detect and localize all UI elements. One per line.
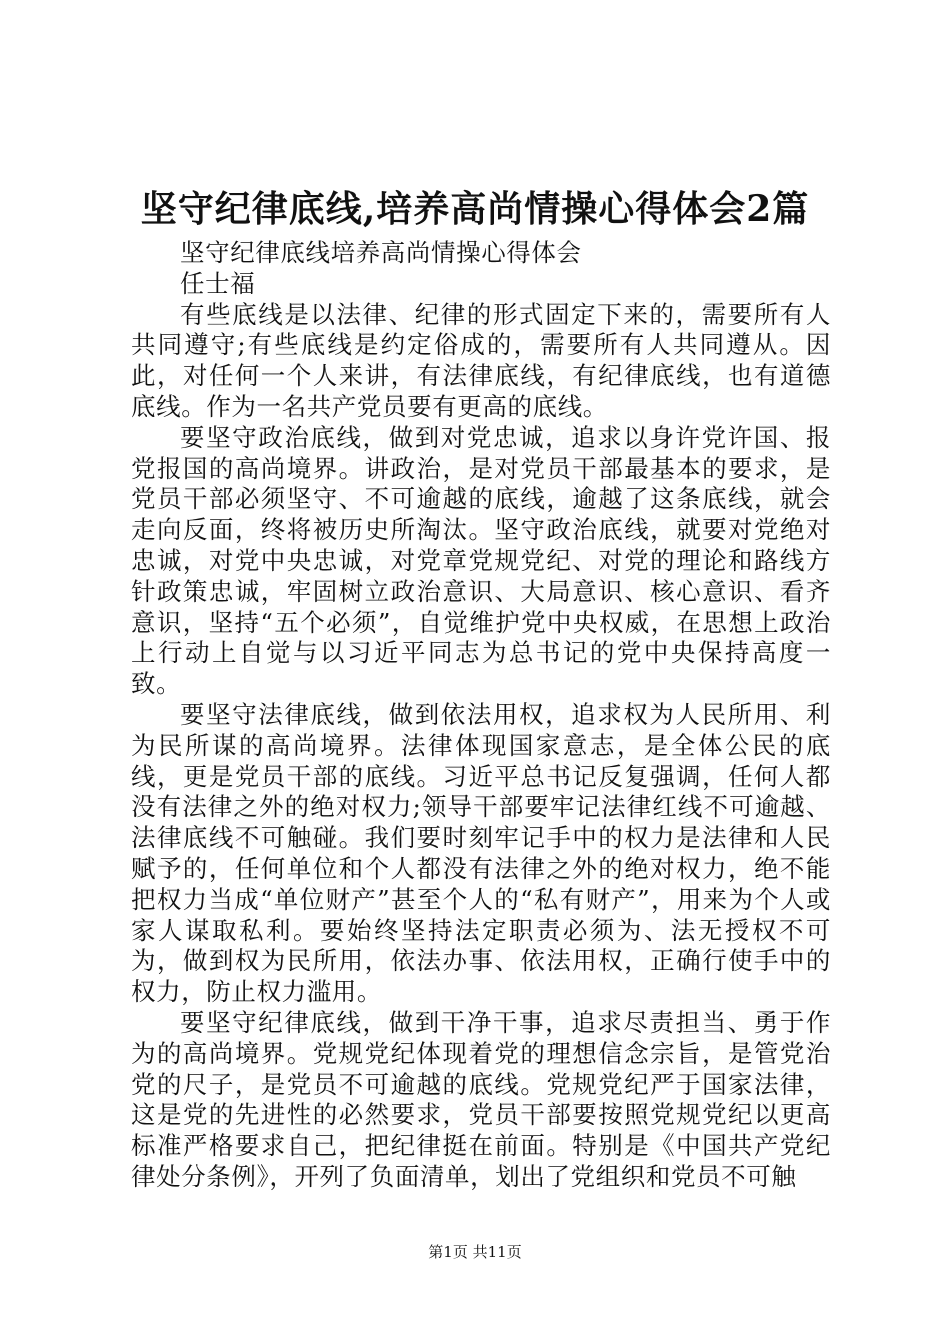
paragraph: 有些底线是以法律、纪律的形式固定下来的，需要所有人共同遵守;有些底线是约定俗成的，需要所有人共同遵从。因此，对任何一个人来讲，有法律底线，有纪律底线，也有道德底线。作为一名共产党员要有更高的底线。 <box>131 299 831 421</box>
page-number: 第1页 共11页 <box>428 1243 522 1261</box>
document-author: 任士福 <box>180 268 256 298</box>
paragraph: 要坚守政治底线，做到对党忠诚，追求以身许党许国、报党报国的高尚境界。讲政治，是对党员干部最基本的要求，是党员干部必须坚守、不可逾越的底线，逾越了这条底线，就会走向反面，终将被历史所淘汰。坚守政治底线，就要对党绝对忠诚，对党中央忠诚，对党章党规党纪、对党的理论和路线方针政策忠诚，牢固树立政治意识、大局意识、核心意识、看齐意识，坚持“五个必须”，自觉维护党中央权威，在思想上政治上行动上自觉与以习近平同志为总书记的党中央保持高度一致。 <box>131 422 831 699</box>
document-subtitle: 坚守纪律底线培养高尚情操心得体会 <box>180 238 582 267</box>
paragraph: 要坚守法律底线，做到依法用权，追求权为人民所用、利为民所谋的高尚境界。法律体现国家意志，是全体公民的底线，更是党员干部的底线。习近平总书记反复强调，任何人都没有法律之外的绝对权力;领导干部要牢记法律红线不可逾越、法律底线不可触碰。我们要时刻牢记手中的权力是法律和人民赋予的，任何单位和个人都没有法律之外的绝对权力，绝不能把权力当成“单位财产”甚至个人的“私有财产”，用来为个人或家人谋取私利。要始终坚持法定职责必须为、法无授权不可为，做到权为民所用，依法办事、依法用权，正确行使手中的权力，防止权力滥用。 <box>131 699 831 1007</box>
paragraph: 要坚守纪律底线，做到干净干事，追求尽责担当、勇于作为的高尚境界。党规党纪体现着党的理想信念宗旨，是管党治党的尺子，是党员不可逾越的底线。党规党纪严于国家法律，这是党的先进性的必然要求，党员干部要按照党规党纪以更高标准严格要求自己，把纪律挺在前面。特别是《中国共产党纪律处分条例》，开列了负面清单，划出了党组织和党员不可触 <box>131 1007 831 1191</box>
document-body <box>131 238 831 1193</box>
document-title: 坚守纪律底线,培养高尚情操心得体会2篇 <box>140 188 810 230</box>
